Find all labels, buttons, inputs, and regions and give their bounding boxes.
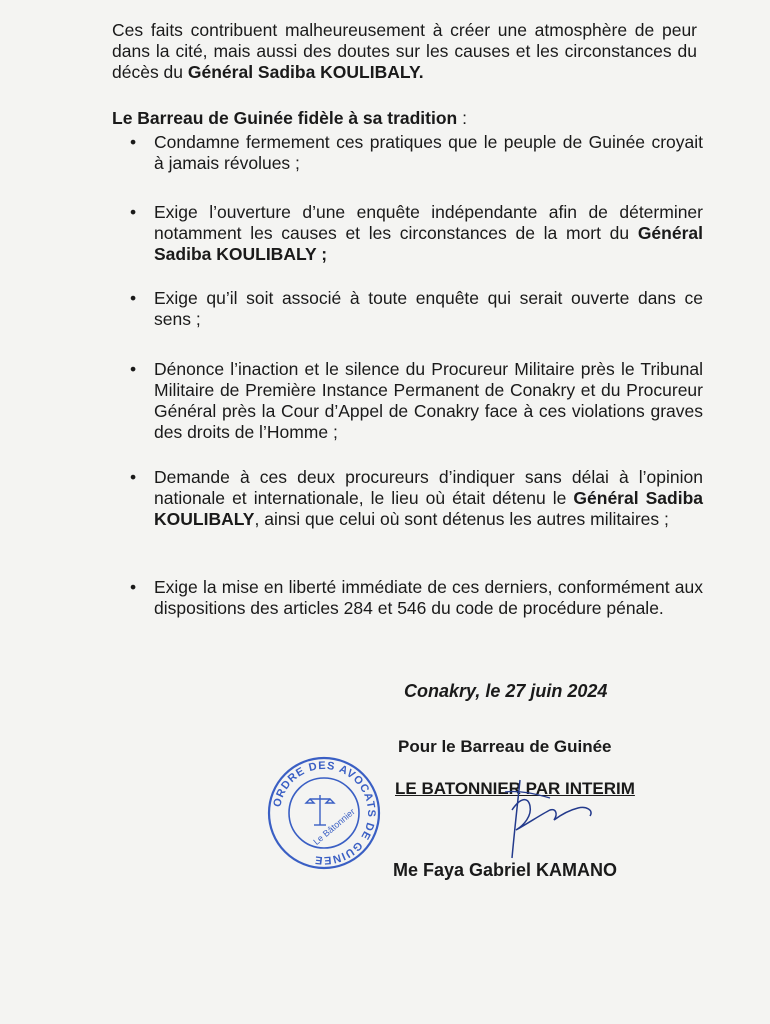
scales-of-justice-icon [306,795,334,825]
handwritten-signature [490,770,600,860]
list-item-text: Exige la mise en liberté immédiate de ces derniers, conformément aux dispositions des articles 284 et 546 du code de procédure pénale. [154,577,703,618]
list-item-text: Exige l’ouverture d’une enquête indépendante afin de déterminer notamment les causes et les circonstances de la mort du Général Sadiba KOULIBALY ; [154,202,703,264]
stamp-center-text: Le Bâtonnier [311,806,357,847]
section-heading [112,108,697,129]
bullet-marker: • [130,288,137,308]
bullet-marker: • [130,467,137,487]
bullet-marker: • [130,577,137,597]
bar-association-stamp [266,755,382,871]
list-item [118,577,703,619]
list-item [118,132,703,174]
intro-paragraph [112,20,697,83]
list-item-text: Demande à ces deux procureurs d’indiquer sans délai à l’opinion nationale et internationale, le lieu où était détenu le Général Sadiba KOULIBALY, ainsi que celui où sont détenus les autres militaires ; [154,467,703,529]
signatory-name: Me Faya Gabriel KAMANO [393,860,618,880]
stamp-ring-text: ORDRE DES AVOCATS DE GUINEE [271,759,378,867]
bullet-marker: • [130,359,137,379]
intro-text: Ces faits contribuent malheureusement à créer une atmosphère de peur dans la cité, mais aussi des doutes sur les causes et les circonstances du décès du [112,20,697,82]
intro-bold-name: Général Sadiba KOULIBALY. [187,62,424,82]
signatory-title: LE BATONNIER PAR INTERIM [395,779,635,798]
list-item [118,288,703,330]
list-item [118,467,703,530]
heading-suffix: : [457,108,467,128]
list-item-text: Exige qu’il soit associé à toute enquête qui serait ouverte dans ce sens ; [154,288,703,329]
bullet-marker: • [130,202,137,222]
on-behalf-line: Pour le Barreau de Guinée [398,737,612,756]
place-date: Conakry, le 27 juin 2024 [404,681,608,701]
bullet-marker: • [130,132,137,152]
list-item [118,202,703,265]
heading-text: Le Barreau de Guinée fidèle à sa tradition [112,108,458,128]
list-item-text: Condamne fermement ces pratiques que le peuple de Guinée croyait à jamais révolues ; [154,132,703,173]
list-item-text: Dénonce l’inaction et le silence du Procureur Militaire près le Tribunal Militaire de Première Instance Permanent de Conakry et du Procureur Général près la Cour d’Appel de Conakry face à ces violations graves des droits de l’Homme ; [154,359,703,442]
list-item [118,359,703,443]
